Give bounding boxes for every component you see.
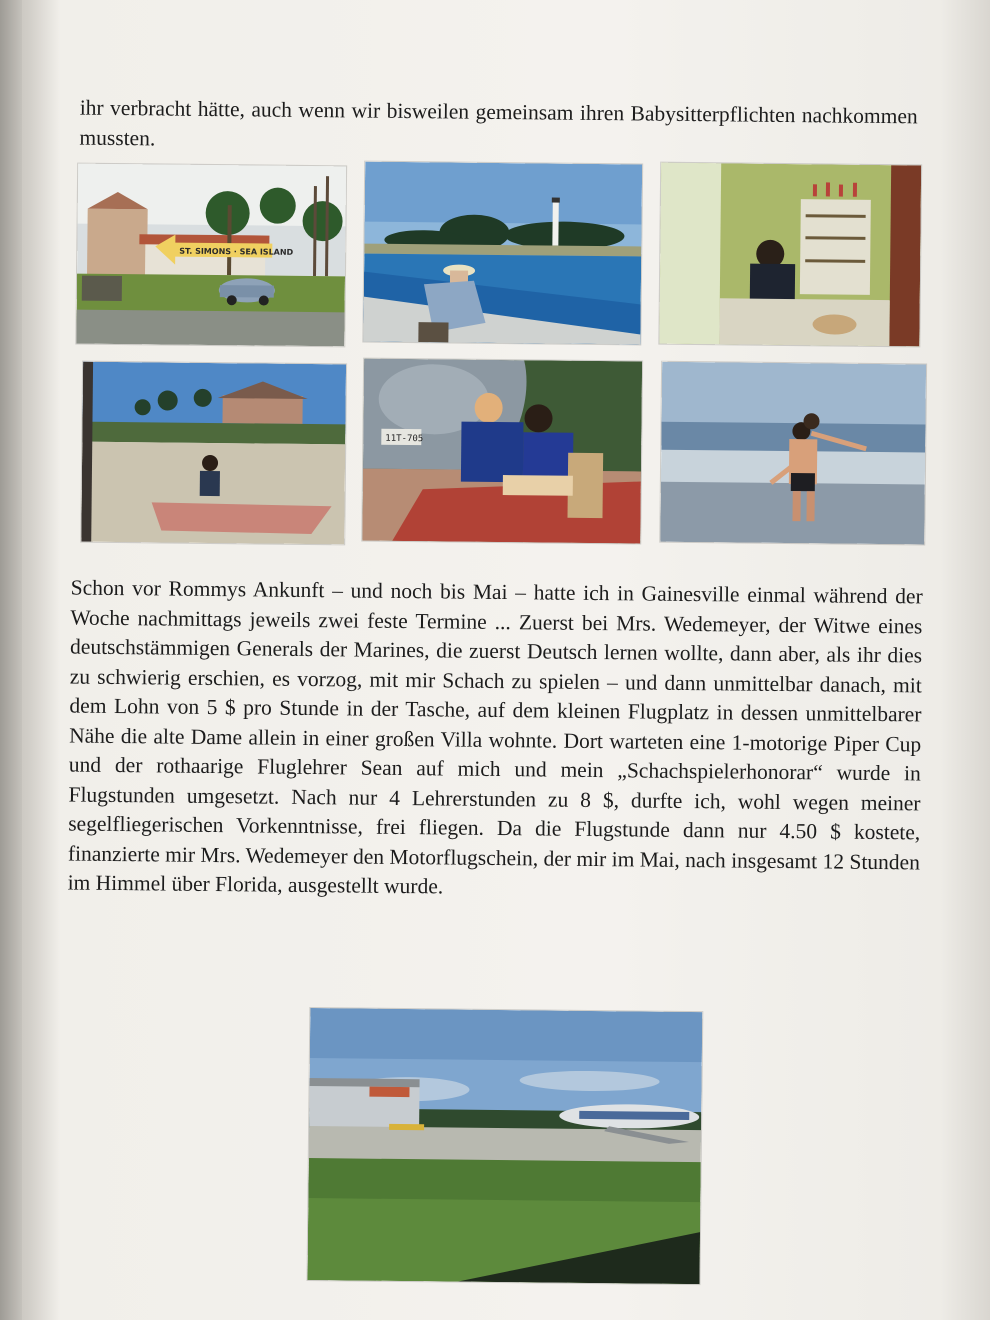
photo-surf-piggyback xyxy=(660,362,926,545)
plate-text: 11T-705 xyxy=(385,433,424,445)
book-page xyxy=(11,0,985,1320)
photo-st-simons-sign xyxy=(76,164,346,347)
sign-text: ST. SIMONS · SEA ISLAND xyxy=(179,246,294,257)
photo-couple-picnic xyxy=(362,359,642,544)
top-paragraph: ihr verbracht hätte, auch wenn wir bisweilen gemeinsam ihren Babysitterpflichten nachkommen mussten. xyxy=(79,95,918,150)
photo-interior-shelf xyxy=(659,163,921,347)
photo-beach-blanket xyxy=(81,362,346,545)
photo-lighthouse-pier xyxy=(363,162,642,345)
body-paragraph: Schon vor Rommys Ankunft – und noch bis Mai – hatte ich in Gainesville einmal während der Woche nachmittags jeweils zwei feste Termine ... Zuerst bei Mrs. Wedemeyer, der Witwe eines deutschstämmigen Generals der Marines, die zuerst Deutsch lernen wollte, dann aber, als ihr dies zu schwierig erschien, es vorzog, mit mir Schach zu spielen – und dann unmittelbar danach, mit dem Lohn von 5 $ pro Stunde in der Tasche, auf dem kleinen Flugplatz in dessen unmittelbarer Nähe die alte Dame allein in einer großen Villa wohnte. Dort warteten eine 1-motorige Piper Cup und der rothaarige Fluglehrer Sean auf mich und mein „Schachspielerhonorar“ wurde in Flugstunden umgesetzt. Nach nur 4 Lehrerstunden zu 8 $, durfte ich, wohl wegen meiner segelfliegerischen Vorkenntnisse, frei fliegen. Da die Flugstunde dann nur 4.50 $ kostete, finanzierte mir Mrs. Wedemeyer den Motorflugschein, der mir im Mai, nach insgesamt 12 Stunden im Himmel über Florida, ausgestellt wurde. xyxy=(67,575,923,899)
photo-airfield xyxy=(307,1008,702,1284)
